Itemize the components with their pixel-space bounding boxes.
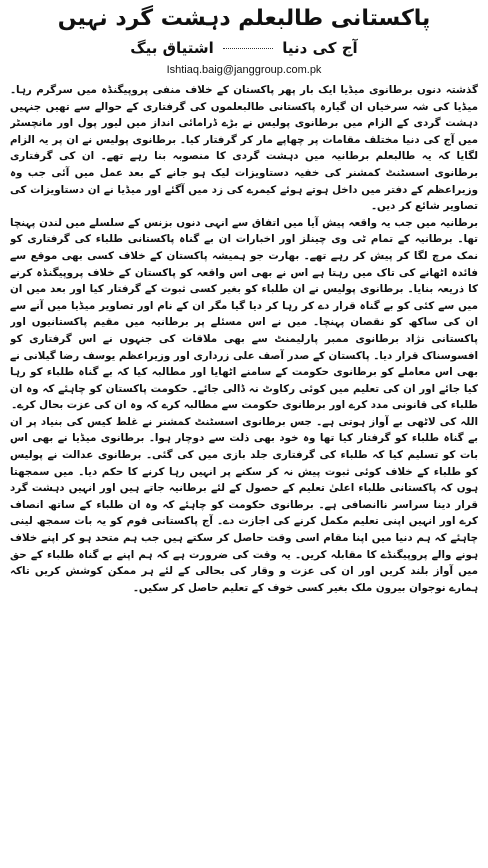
author-name: اشتیاق بیگ [130, 39, 214, 57]
article-body [10, 82, 478, 864]
byline-separator [223, 48, 273, 49]
column-name: آج کی دنیا [282, 39, 358, 57]
article-byline [0, 38, 488, 58]
article-paragraph: اللہ کی لاٹھی بے آواز ہوتی ہے۔ جس برطانوی اسسٹنٹ کمشنر نے غلط کیس کی بنیاد پر ان بے گناہ طلباء کو گرفتار کیا تھا وہ خود بھی ذلت سے دوچار ہوا۔ برطانوی میڈیا نے بھی اس بات کو تسلیم کیا کہ طلباء کی گرفتاری جلد بازی میں کی گئی۔ برطانوی عدالت نے پولیس کو طلباء کے خلاف کوئی ثبوت پیش نہ کر سکنے پر انہیں رہا کرنے کا حکم دیا۔ میں سمجھتا ہوں کہ پاکستانی طلباء اعلیٰ تعلیم کے حصول کے لئے برطانیہ جاتے ہیں اور انہیں دہشت گرد قرار دینا سراسر ناانصافی ہے۔ برطانوی حکومت کو چاہئے کہ وہ ان طلباء کے ساتھ انصاف کرے اور انہیں اپنی تعلیم مکمل کرنے کی اجازت دے۔ آج پاکستانی قوم کو یہ بات سمجھ لینی چاہئے کہ ہم دنیا میں اپنا مقام اسی وقت حاصل کر سکتے ہیں جب ہم متحد ہو کر اپنے خلاف ہونے والے پروپیگنڈے کا مقابلہ کریں۔ یہ وقت کی ضرورت ہے کہ ہم اپنے بے گناہ طلباء کے حق میں آواز بلند کریں اور ان کی عزت و وقار کی بحالی کے لئے ہر ممکن کوشش کریں تاکہ ہمارے نوجوان بیرون ملک بغیر کسی خوف کے تعلیم حاصل کر سکیں۔ [10, 415, 478, 594]
article-paragraph: برطانیہ میں جب یہ واقعہ پیش آیا میں اتفاق سے انہی دنوں بزنس کے سلسلے میں لندن پہنچا تھا۔ برطانیہ کے تمام ٹی وی چینلز اور اخبارات ان بے گناہ پاکستانی طلباء کی گرفتاری کو نمک مرچ لگا کر پیش کر رہے تھے۔ بھارت جو ہمیشہ پاکستان کے خلاف کسی بھی موقع سے فائدہ اٹھانے کی تاک میں رہتا ہے اس نے بھی اس واقعہ کو پاکستان کے خلاف پروپیگنڈہ کرنے کا ذریعہ بنایا۔ برطانوی پولیس نے ان طلباء کو بغیر کسی ثبوت کے گرفتار کیا اور بعد میں ان میں سے کئی کو بے گناہ قرار دے کر رہا کر دیا گیا مگر ان کے نام اور تصاویر میڈیا میں آنے سے ان کی ساکھ کو نقصان پہنچا۔ میں نے اس مسئلے پر برطانیہ میں مقیم پاکستانیوں اور پاکستانی نژاد برطانوی ممبر پارلیمنٹ سے بھی ملاقات کی جنہوں نے اس گرفتاری کو افسوسناک قرار دیا۔ پاکستان کے صدر آصف علی زرداری اور وزیراعظم یوسف رضا گیلانی نے بھی اس معاملے کو برطانوی حکومت کے سامنے اٹھایا اور مطالبہ کیا کہ بے گناہ طلباء کو رہا کیا جائے اور ان کی تعلیم میں کوئی رکاوٹ نہ ڈالی جائے۔ حکومت پاکستان کو چاہئے کہ وہ ان طلباء کی قانونی مدد کرے اور برطانوی حکومت سے مطالبہ کرے کہ وہ ان کی عزت بحال کرے۔ [10, 216, 478, 412]
author-email: Ishtiaq.baig@janggroup.com.pk [166, 64, 322, 76]
article-headline: پاکستانی طالبعلم دہشت گرد نہیں [57, 6, 431, 31]
article-paragraph: گذشتہ دنوں برطانوی میڈیا ایک بار پھر پاکستان کے خلاف منفی پروپیگنڈہ میں سرگرم رہا۔ میڈیا کی شہ سرخیاں ان گیارہ پاکستانی طالبعلموں کی گرفتاری کے حوالے سے تھیں جنہیں دہشت گردی کے الزام میں برطانوی پولیس نے بڑے ڈرامائی انداز میں لیور پول اور مانچسٹر میں آج کی دنیا مختلف مقامات پر چھاپے مار کر گرفتار کیا۔ برطانوی پولیس نے ان پر یہ الزام لگایا کہ یہ طالبعلم برطانیہ میں دہشت گردی کا منصوبہ بنا رہے تھے۔ ان کی گرفتاری برطانوی اسسٹنٹ کمشنر کی خفیہ دستاویزات لیک ہو جانے کے بعد عمل میں آئی جب وہ وزیراعظم کے دفتر میں داخل ہوتے ہوئے کیمرے کی زد میں آگئے اور میڈیا نے ان دستاویزات کی تصاویر شائع کر دیں۔ [10, 84, 478, 213]
